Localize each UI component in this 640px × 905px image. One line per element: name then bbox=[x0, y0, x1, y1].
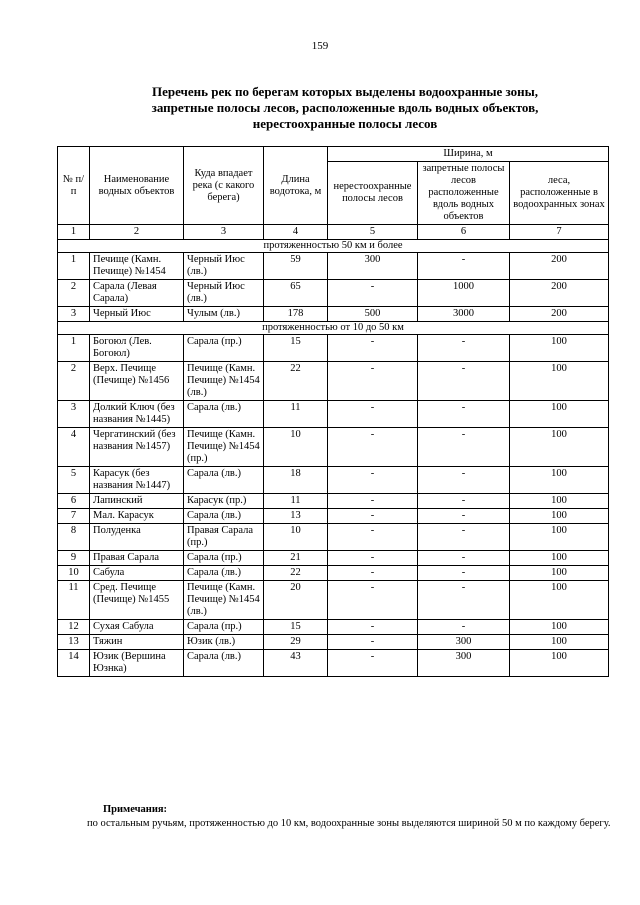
row-number: 13 bbox=[58, 635, 90, 650]
water-forest-width: 100 bbox=[510, 401, 609, 428]
river-name: Богоюл (Лев. Богоюл) bbox=[90, 335, 184, 362]
river-length: 22 bbox=[264, 362, 328, 401]
restricted-width: 3000 bbox=[418, 307, 510, 322]
table-row bbox=[58, 494, 609, 509]
spawning-width: - bbox=[328, 280, 418, 307]
column-numbers-row bbox=[58, 225, 609, 240]
river-mouth: Сарала (лв.) bbox=[184, 401, 264, 428]
table-row bbox=[58, 401, 609, 428]
notes-heading: Примечания: bbox=[103, 804, 168, 815]
header-spawning: нерестоохранные полосы лесов bbox=[328, 162, 418, 225]
water-forest-width: 100 bbox=[510, 467, 609, 494]
row-number: 2 bbox=[58, 362, 90, 401]
river-name: Полуденка bbox=[90, 524, 184, 551]
water-forest-width: 100 bbox=[510, 551, 609, 566]
header-length: Длина водотока, м bbox=[264, 147, 328, 225]
river-name: Сухая Сабула bbox=[90, 620, 184, 635]
water-forest-width: 100 bbox=[510, 362, 609, 401]
row-number: 3 bbox=[58, 307, 90, 322]
spawning-width: - bbox=[328, 581, 418, 620]
spawning-width: - bbox=[328, 335, 418, 362]
spawning-width: - bbox=[328, 467, 418, 494]
section-label: протяженностью от 10 до 50 км bbox=[58, 322, 609, 335]
river-name: Печище (Камн. Печище) №1454 bbox=[90, 253, 184, 280]
river-length: 22 bbox=[264, 566, 328, 581]
water-forest-width: 100 bbox=[510, 620, 609, 635]
row-number: 5 bbox=[58, 467, 90, 494]
row-number: 8 bbox=[58, 524, 90, 551]
notes bbox=[57, 803, 612, 831]
river-length: 15 bbox=[264, 620, 328, 635]
river-mouth: Печище (Камн. Печище) №1454 (пр.) bbox=[184, 428, 264, 467]
spawning-width: - bbox=[328, 524, 418, 551]
rivers-table bbox=[57, 146, 609, 677]
header-water-forest: леса, расположенные в водоохранных зонах bbox=[510, 162, 609, 225]
header-mouth: Куда впадает река (с какого берега) bbox=[184, 147, 264, 225]
table-row bbox=[58, 524, 609, 551]
river-name: Черный Июс bbox=[90, 307, 184, 322]
river-mouth: Сарала (лв.) bbox=[184, 650, 264, 677]
restricted-width: - bbox=[418, 524, 510, 551]
river-name: Верх. Печище (Печище) №1456 bbox=[90, 362, 184, 401]
spawning-width: - bbox=[328, 494, 418, 509]
spawning-width: - bbox=[328, 509, 418, 524]
water-forest-width: 100 bbox=[510, 509, 609, 524]
river-name: Тяжин bbox=[90, 635, 184, 650]
river-mouth: Сарала (лв.) bbox=[184, 467, 264, 494]
table-row bbox=[58, 280, 609, 307]
river-name: Чергатинский (без названия №1457) bbox=[90, 428, 184, 467]
restricted-width: - bbox=[418, 509, 510, 524]
river-mouth: Черный Июс (лв.) bbox=[184, 253, 264, 280]
restricted-width: - bbox=[418, 551, 510, 566]
col-number: 1 bbox=[58, 225, 90, 240]
table-row bbox=[58, 467, 609, 494]
water-forest-width: 200 bbox=[510, 307, 609, 322]
spawning-width: - bbox=[328, 362, 418, 401]
river-name: Сарала (Левая Сарала) bbox=[90, 280, 184, 307]
section-row bbox=[58, 322, 609, 335]
header-num: № п/п bbox=[58, 147, 90, 225]
page-number: 159 bbox=[311, 40, 329, 52]
restricted-width: - bbox=[418, 362, 510, 401]
water-forest-width: 200 bbox=[510, 280, 609, 307]
river-length: 10 bbox=[264, 524, 328, 551]
table-row bbox=[58, 581, 609, 620]
river-mouth: Сарала (лв.) bbox=[184, 509, 264, 524]
river-length: 43 bbox=[264, 650, 328, 677]
col-number: 4 bbox=[264, 225, 328, 240]
restricted-width: - bbox=[418, 428, 510, 467]
river-mouth: Карасук (пр.) bbox=[184, 494, 264, 509]
restricted-width: 1000 bbox=[418, 280, 510, 307]
spawning-width: - bbox=[328, 566, 418, 581]
river-mouth: Сарала (пр.) bbox=[184, 551, 264, 566]
river-name: Мал. Карасук bbox=[90, 509, 184, 524]
row-number: 12 bbox=[58, 620, 90, 635]
table-row bbox=[58, 566, 609, 581]
spawning-width: 500 bbox=[328, 307, 418, 322]
col-number: 3 bbox=[184, 225, 264, 240]
river-name: Карасук (без названия №1447) bbox=[90, 467, 184, 494]
row-number: 7 bbox=[58, 509, 90, 524]
col-number: 7 bbox=[510, 225, 609, 240]
restricted-width: - bbox=[418, 494, 510, 509]
water-forest-width: 100 bbox=[510, 581, 609, 620]
spawning-width: - bbox=[328, 551, 418, 566]
river-length: 59 bbox=[264, 253, 328, 280]
river-length: 10 bbox=[264, 428, 328, 467]
col-number: 6 bbox=[418, 225, 510, 240]
restricted-width: - bbox=[418, 335, 510, 362]
water-forest-width: 100 bbox=[510, 335, 609, 362]
restricted-width: - bbox=[418, 253, 510, 280]
header-width-group: Ширина, м bbox=[328, 147, 609, 162]
river-name: Юзик (Вершина Юзнка) bbox=[90, 650, 184, 677]
river-length: 13 bbox=[264, 509, 328, 524]
river-name: Лапинский bbox=[90, 494, 184, 509]
document-title: Перечень рек по берегам которых выделены водоохранные зоны, запретные полосы лесов, расположенные вдоль водных объектов, нерестоохранные полосы лесов bbox=[151, 84, 539, 131]
restricted-width: 300 bbox=[418, 650, 510, 677]
river-mouth: Чулым (лв.) bbox=[184, 307, 264, 322]
river-length: 21 bbox=[264, 551, 328, 566]
table-row bbox=[58, 650, 609, 677]
row-number: 11 bbox=[58, 581, 90, 620]
col-number: 5 bbox=[328, 225, 418, 240]
spawning-width: - bbox=[328, 620, 418, 635]
restricted-width: - bbox=[418, 401, 510, 428]
section-row bbox=[58, 240, 609, 253]
river-length: 18 bbox=[264, 467, 328, 494]
row-number: 4 bbox=[58, 428, 90, 467]
river-length: 11 bbox=[264, 494, 328, 509]
spawning-width: - bbox=[328, 650, 418, 677]
restricted-width: - bbox=[418, 620, 510, 635]
water-forest-width: 100 bbox=[510, 635, 609, 650]
river-mouth: Сарала (лв.) bbox=[184, 566, 264, 581]
row-number: 10 bbox=[58, 566, 90, 581]
table-row bbox=[58, 335, 609, 362]
river-mouth: Правая Сарала (пр.) bbox=[184, 524, 264, 551]
river-mouth: Печище (Камн. Печище) №1454 (лв.) bbox=[184, 362, 264, 401]
restricted-width: - bbox=[418, 566, 510, 581]
restricted-width: 300 bbox=[418, 635, 510, 650]
row-number: 9 bbox=[58, 551, 90, 566]
water-forest-width: 100 bbox=[510, 566, 609, 581]
section-label: протяженностью 50 км и более bbox=[58, 240, 609, 253]
spawning-width: - bbox=[328, 428, 418, 467]
row-number: 1 bbox=[58, 335, 90, 362]
spawning-width: - bbox=[328, 401, 418, 428]
water-forest-width: 100 bbox=[510, 428, 609, 467]
row-number: 2 bbox=[58, 280, 90, 307]
table-row bbox=[58, 509, 609, 524]
restricted-width: - bbox=[418, 581, 510, 620]
row-number: 14 bbox=[58, 650, 90, 677]
row-number: 3 bbox=[58, 401, 90, 428]
header-name: Наименование водных объектов bbox=[90, 147, 184, 225]
river-mouth: Печище (Камн. Печище) №1454 (лв.) bbox=[184, 581, 264, 620]
table-row bbox=[58, 428, 609, 467]
water-forest-width: 100 bbox=[510, 494, 609, 509]
row-number: 1 bbox=[58, 253, 90, 280]
table-row bbox=[58, 362, 609, 401]
notes-text: по остальным ручьям, протяженностью до 10 км, водоохранные зоны выделяются шириной 50 м по каждому берегу. bbox=[87, 818, 611, 829]
table-row bbox=[58, 551, 609, 566]
col-number: 2 bbox=[90, 225, 184, 240]
river-length: 65 bbox=[264, 280, 328, 307]
water-forest-width: 200 bbox=[510, 253, 609, 280]
table-row bbox=[58, 635, 609, 650]
row-number: 6 bbox=[58, 494, 90, 509]
river-length: 178 bbox=[264, 307, 328, 322]
river-mouth: Сарала (пр.) bbox=[184, 335, 264, 362]
river-name: Долкий Ключ (без названия №1445) bbox=[90, 401, 184, 428]
restricted-width: - bbox=[418, 467, 510, 494]
river-name: Правая Сарала bbox=[90, 551, 184, 566]
river-length: 11 bbox=[264, 401, 328, 428]
river-name: Сред. Печище (Печище) №1455 bbox=[90, 581, 184, 620]
river-mouth: Сарала (пр.) bbox=[184, 620, 264, 635]
spawning-width: - bbox=[328, 635, 418, 650]
spawning-width: 300 bbox=[328, 253, 418, 280]
table-row bbox=[58, 620, 609, 635]
header-restricted: запретные полосы лесов расположенные вдоль водных объектов bbox=[418, 162, 510, 225]
river-length: 29 bbox=[264, 635, 328, 650]
river-name: Сабула bbox=[90, 566, 184, 581]
table-row bbox=[58, 253, 609, 280]
river-length: 15 bbox=[264, 335, 328, 362]
water-forest-width: 100 bbox=[510, 650, 609, 677]
river-length: 20 bbox=[264, 581, 328, 620]
river-mouth: Юзик (лв.) bbox=[184, 635, 264, 650]
table-row bbox=[58, 307, 609, 322]
water-forest-width: 100 bbox=[510, 524, 609, 551]
river-mouth: Черный Июс (лв.) bbox=[184, 280, 264, 307]
